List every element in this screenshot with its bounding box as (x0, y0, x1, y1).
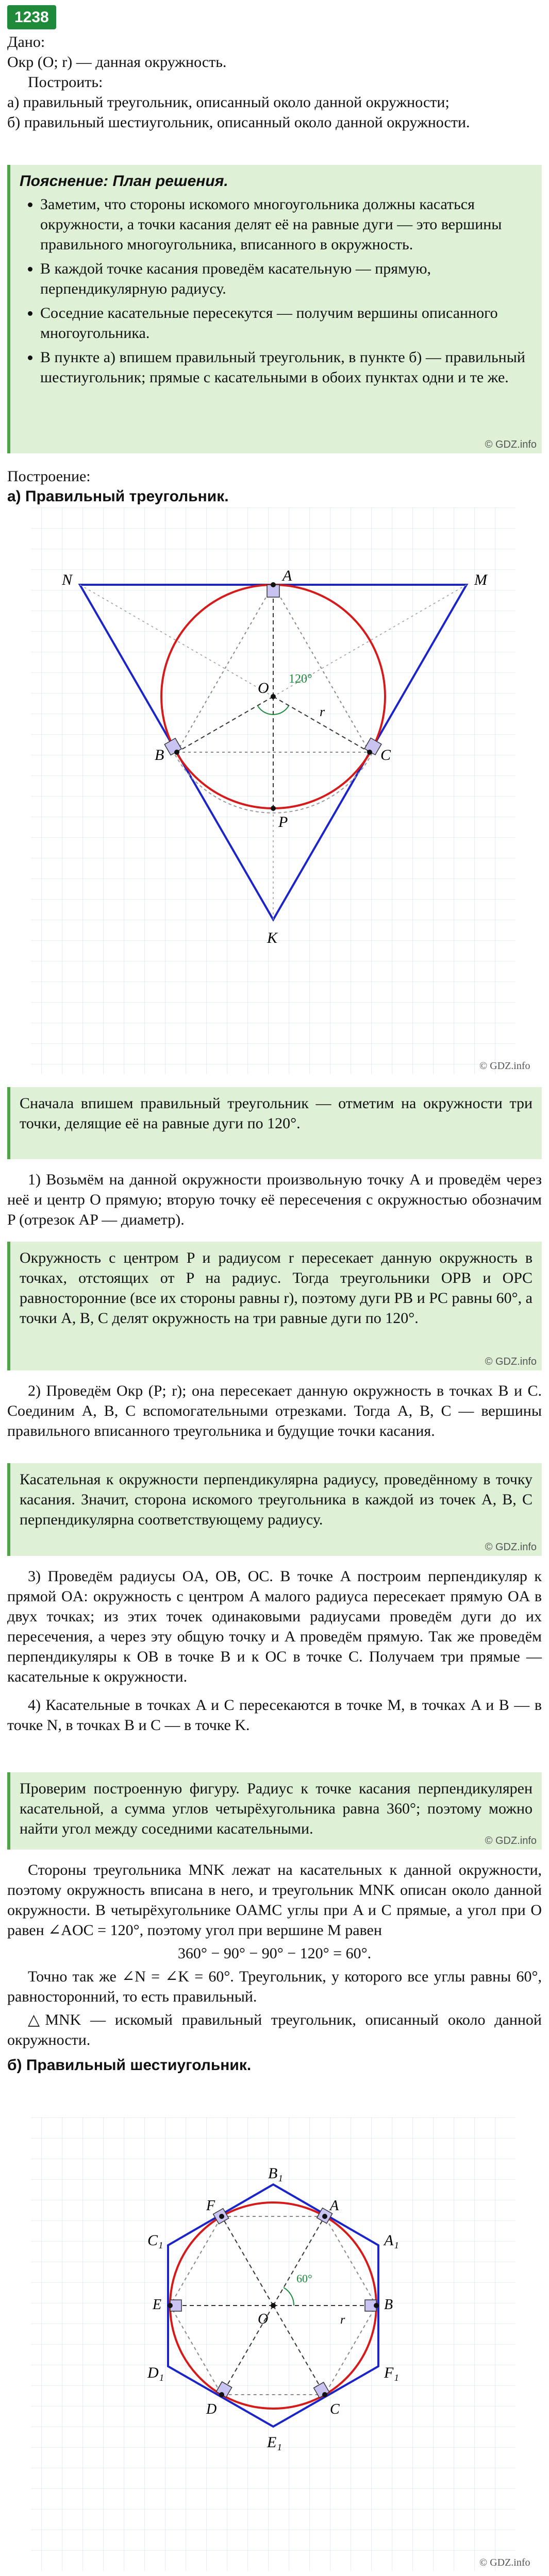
label-n: N (62, 571, 73, 588)
label-e1: E₁ (267, 2434, 282, 2451)
point-o (271, 694, 276, 699)
construct-label: Построить: (28, 74, 103, 91)
plan-item: • В пункте а) впишем правильный треугольник, в пункте б) — правильный шестиугольник; прямые с касательными в обоих пунктах одни и те же. (40, 347, 533, 387)
label-r: r (340, 2313, 345, 2327)
label-p: P (278, 814, 288, 831)
paragraph-6: Точно так же ∠N = ∠K = 60°. Треугольник, у которого все углы равны 60°, равносторонний, то есть правильный. (7, 1968, 542, 2005)
step-2: 2) Проведём Окр (P; r); она пересекает данную окружность в точках B и C. Соединим A, B, C вспомогательными отрезками. Тогда A, B, C — вершины правильного вписанного треугольника и будущие точки касания. (7, 1382, 542, 1439)
point-p (271, 806, 276, 811)
part-b-title: б) Правильный шестиугольник. (7, 2057, 252, 2074)
label-c: C (380, 747, 391, 764)
label-a1: A₁ (384, 2232, 399, 2249)
point-f (219, 2214, 224, 2219)
point-c (322, 2392, 327, 2397)
note-3: Касательная к окружности перпендикулярна радиусу, проведённому в точку касания. Значит, сторона искомого треугольника в каждой из точек A, B, C перпендикулярна соответствующему радиусу. (20, 1471, 533, 1528)
note-box-4 (7, 1772, 542, 1850)
note-2: Окружность с центром P и радиусом r пересекает данную окружность в точках, отстоящих от P на радиус. Тогда треугольники OPB и OPC равносторонние (все их стороны равны r), поэтому дуги PB и PC равны 60°, а точки A, B, C делят окружность на три равные дуги по 120°. (20, 1249, 533, 1327)
point-d (219, 2392, 224, 2397)
label-o: O (258, 2311, 269, 2327)
triangle-figure (0, 507, 549, 1077)
label-c1: C₁ (147, 2232, 163, 2249)
label-angle: 120° (289, 672, 312, 686)
label-m: M (474, 571, 487, 588)
step-3-block (7, 1566, 542, 1738)
point-a (322, 2214, 327, 2219)
note-1: Сначала впишем правильный треугольник — отметим на окружности три точки, делящие её на равные дуги по 120°. (20, 1095, 533, 1132)
note-box-2 (7, 1242, 542, 1370)
paragraph-5: Стороны треугольника MNK лежат на касательных к данной окружности, поэтому окружность вписана в него, и треугольник MNK описан около данной окружности. В четырёхугольнике OAMC углы при A и C прямые, а угол при O равен ∠AOC = 120°, поэтому угол при вершине M равен (7, 1861, 542, 1939)
point-b (174, 750, 179, 755)
note-box-3 (7, 1463, 542, 1556)
task-number-badge: 1238 (7, 5, 56, 29)
point-c (367, 750, 372, 755)
figure-watermark: © GDZ.info (479, 2557, 530, 2568)
construct-b: б) правильный шестиугольник, описанный около данной окружности. (7, 114, 470, 131)
part-a-title: а) Правильный треугольник. (7, 488, 229, 505)
figure-watermark: © GDZ.info (479, 1060, 530, 1072)
paragraph-7: △MNK — искомый правильный треугольник, описанный около данной окружности. (7, 2011, 542, 2048)
label-a: A (282, 567, 292, 584)
label-o: O (258, 680, 269, 697)
construction-head (7, 466, 542, 506)
watermark: © GDZ.info (485, 1356, 537, 1367)
given-text: Окр (O; r) — данная окружность. (7, 54, 227, 71)
point-e (168, 2303, 173, 2308)
label-f: F (206, 2198, 215, 2214)
plan-list (20, 194, 533, 387)
formula-1: 360° − 90° − 90° − 120° = 60°. (177, 1945, 372, 1962)
construct-a: а) правильный треугольник, описанный около данной окружности; (7, 94, 450, 111)
label-b: B (155, 747, 164, 764)
step-4: 4) Касательные в точках A и C пересекаются в точке M, в точках A и B — в точке N, в точках B и C — в точке K. (7, 1697, 542, 1734)
watermark: © GDZ.info (485, 1541, 537, 1553)
label-d1: D₁ (147, 2364, 164, 2381)
label-f1: F₁ (384, 2364, 399, 2381)
given-block (7, 32, 542, 132)
step-3: 3) Проведём радиусы OA, OB, OC. В точке A построим перпендикуляр к прямой OA: окружность с центром A малого радиуса пересекает прямую OA в двух точках; из этих точек одинаковыми радиусами проведём дуги до их пересечения, а через эту общую точку и A проведём прямую. Так же проведём перпендикуляры к OB в точке B и к OC в точке C. Получаем три прямые — касательные к окружности. (7, 1568, 542, 1685)
given-label: Дано: (7, 33, 45, 50)
point-b (374, 2303, 379, 2308)
step-1: 1) Возьмём на данной окружности произвольную точку A и проведём через неё и центр O прямую; вторую точку её пересечения с окружностью обозначим P (отрезок AP — диаметр). (7, 1171, 542, 1228)
point-o (271, 2303, 276, 2308)
point-a (271, 582, 276, 587)
note-box-1 (7, 1087, 542, 1159)
watermark: © GDZ.info (485, 1835, 537, 1846)
plan-box (7, 165, 542, 453)
label-r: r (320, 704, 325, 719)
watermark: © GDZ.info (485, 439, 537, 450)
step-1-block (7, 1170, 542, 1233)
part-a-conclusion (7, 1860, 542, 2078)
plan-item: • Заметим, что стороны искомого многоугольника должны касаться окружности, а точки касания делят её на равные дуги — это вершины правильного многоугольника, вписанного в окружность. (40, 194, 533, 255)
hexagon-figure (0, 2117, 549, 2576)
step-2-block (7, 1381, 542, 1444)
construction-label: Построение: (7, 468, 91, 485)
plan-item: • В каждой точке касания проведём касательную — прямую, перпендикулярную радиусу. (40, 259, 533, 299)
note-4: Проверим построенную фигуру. Радиус к точке касания перпендикулярен касательной, а сумма углов четырёхугольника равна 360°; поэтому можно найти угол между соседними касательными. (20, 1780, 533, 1837)
label-d: D (206, 2401, 217, 2417)
label-c: C (330, 2401, 340, 2417)
label-b1: B₁ (268, 2165, 283, 2182)
label-e: E (153, 2297, 162, 2313)
plan-item: • Соседние касательные пересекутся — получим вершины описанного многоугольника. (40, 303, 533, 343)
label-b: B (384, 2297, 393, 2313)
label-k: K (267, 929, 278, 946)
label-a: A (330, 2198, 339, 2214)
label-angle: 60° (296, 2272, 312, 2285)
plan-title: Пояснение: План решения. (20, 173, 228, 190)
